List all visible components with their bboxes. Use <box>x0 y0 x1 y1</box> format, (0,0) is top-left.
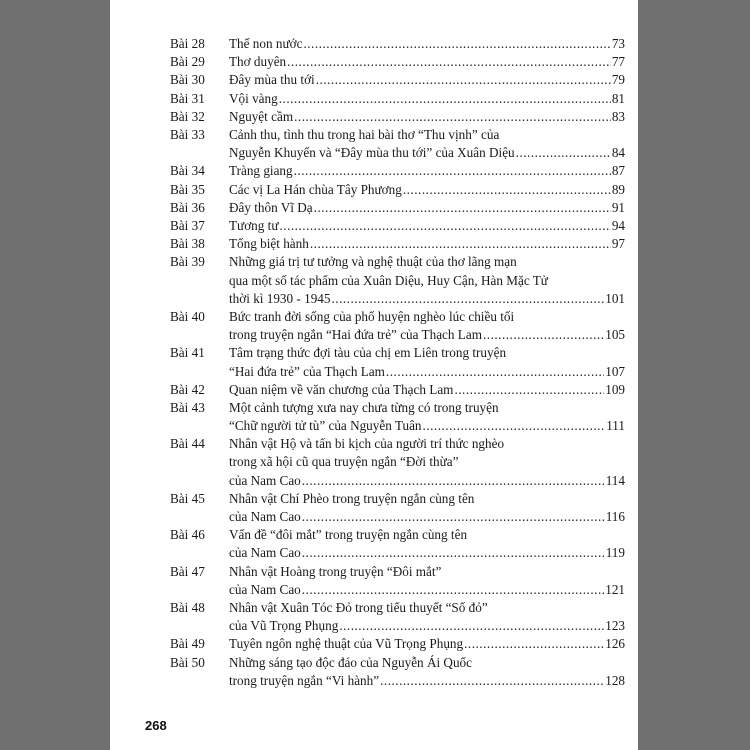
entry-title <box>229 635 625 653</box>
title-text: “Chữ người tử tù” của Nguyễn Tuân <box>229 418 422 434</box>
dot-leader <box>386 363 604 381</box>
dot-leader <box>423 417 606 435</box>
title-text: Tống biệt hành <box>229 236 309 252</box>
title-line <box>229 144 625 162</box>
dot-leader <box>483 326 604 344</box>
left-dark-band <box>0 0 110 750</box>
toc-entry <box>170 253 625 308</box>
title-line <box>229 90 625 108</box>
title-text: qua một số tác phẩm của Xuân Diệu, Huy Cận, Hàn Mặc Tử <box>229 272 548 288</box>
entry-title <box>229 253 625 308</box>
toc-entry <box>170 53 625 71</box>
title-text: thời kì 1930 - 1945 <box>229 290 331 306</box>
title-text: của Nam Cao <box>229 509 301 525</box>
title-text: Nguyễn Khuyến và “Đây mùa thu tới” của Xuân Diệu <box>229 145 515 161</box>
title-text: Nhân vật Chí Phèo trong truyện ngắn cùng tên <box>229 490 475 506</box>
dot-leader <box>279 217 610 235</box>
dot-leader <box>287 53 611 71</box>
toc-entry <box>170 654 625 690</box>
entry-title <box>229 435 625 490</box>
dot-leader <box>302 472 605 490</box>
title-text: Đây mùa thu tới <box>229 72 315 88</box>
toc-entry <box>170 344 625 380</box>
title-line <box>229 53 625 71</box>
lesson-number: Bài 43 <box>170 399 205 415</box>
title-text: Tuyên ngôn nghệ thuật của Vũ Trọng Phụng <box>229 636 464 652</box>
title-line <box>229 435 625 453</box>
title-text: của Nam Cao <box>229 472 301 488</box>
lesson-number: Bài 37 <box>170 218 205 233</box>
toc-entry <box>170 435 625 490</box>
dot-leader <box>294 108 611 126</box>
entry-page-number: 109 <box>605 381 625 397</box>
title-text: Đây thôn Vĩ Dạ <box>229 199 313 215</box>
title-line <box>229 581 625 599</box>
entry-page-number: 128 <box>605 672 625 688</box>
entry-page-number: 101 <box>605 290 625 306</box>
title-text: của Nam Cao <box>229 581 301 597</box>
lesson-number: Bài 40 <box>170 308 205 324</box>
title-line <box>229 272 625 290</box>
title-text: Thơ duyên <box>229 54 287 70</box>
title-text: Thế non nước <box>229 35 303 51</box>
title-line <box>229 417 625 435</box>
lesson-number: Bài 31 <box>170 90 205 106</box>
title-text: Bức tranh đời sống của phố huyện nghèo lúc chiều tối <box>229 308 515 324</box>
entry-page-number: 83 <box>611 108 625 124</box>
title-text: Các vị La Hán chùa Tây Phương <box>229 181 402 197</box>
title-line <box>229 654 625 672</box>
entry-page-number: 89 <box>611 181 625 197</box>
entry-page-number: 114 <box>605 472 625 488</box>
entry-title <box>229 162 625 180</box>
title-line <box>229 635 625 653</box>
lesson-number: Bài 46 <box>170 527 205 543</box>
toc-entry <box>170 71 625 89</box>
entry-title <box>229 181 625 199</box>
title-text: Tràng giang <box>229 163 293 179</box>
toc-entry <box>170 635 625 653</box>
dot-leader <box>516 144 611 162</box>
entry-page-number: 73 <box>611 35 625 51</box>
lesson-number: Bài 45 <box>170 490 205 506</box>
entry-title <box>229 126 625 162</box>
dot-leader <box>380 672 604 690</box>
lesson-number: Bài 28 <box>170 36 205 51</box>
entry-title <box>229 308 625 344</box>
entry-title <box>229 399 625 435</box>
dot-leader <box>403 181 611 199</box>
toc-entry <box>170 599 625 635</box>
lesson-number: Bài 41 <box>170 345 205 361</box>
title-line <box>229 599 625 617</box>
lesson-number: Bài 47 <box>170 563 205 579</box>
book-page <box>110 0 638 736</box>
entry-title <box>229 90 625 108</box>
toc-entry <box>170 526 625 562</box>
entry-page-number: 121 <box>605 581 625 597</box>
entry-page-number: 107 <box>605 363 625 379</box>
entry-page-number: 119 <box>605 545 625 561</box>
entry-page-number: 77 <box>611 54 625 70</box>
title-text: Nhân vật Xuân Tóc Đỏ trong tiểu thuyết “Số đỏ” <box>229 599 488 615</box>
entry-title <box>229 199 625 217</box>
entry-page-number: 91 <box>611 199 625 215</box>
toc-entry <box>170 199 625 217</box>
lesson-number: Bài 32 <box>170 108 205 124</box>
toc-entry <box>170 162 625 180</box>
toc-entry <box>170 308 625 344</box>
toc-entry <box>170 90 625 108</box>
toc-entry <box>170 35 625 53</box>
title-line <box>229 344 625 362</box>
dot-leader <box>316 71 611 89</box>
title-line <box>229 326 625 344</box>
title-text: trong xã hội cũ qua truyện ngắn “Đời thừa” <box>229 454 459 470</box>
title-line <box>229 381 625 399</box>
title-text: Những giá trị tư tưởng và nghệ thuật của thơ lãng mạn <box>229 254 517 270</box>
title-line <box>229 563 625 581</box>
title-line <box>229 199 625 217</box>
lesson-number: Bài 48 <box>170 599 205 615</box>
entry-page-number: 97 <box>611 236 625 252</box>
title-text: Tâm trạng thức đợi tàu của chị em Liên trong truyện <box>229 345 507 361</box>
title-text: Nguyệt cầm <box>229 108 294 124</box>
dot-leader <box>302 581 604 599</box>
dot-leader <box>310 235 611 253</box>
entry-page-number: 126 <box>605 636 625 652</box>
toc-entry <box>170 563 625 599</box>
title-line <box>229 672 625 690</box>
toc-entry <box>170 217 625 235</box>
title-line <box>229 35 625 53</box>
lesson-number: Bài 36 <box>170 199 205 215</box>
title-text: trong truyện ngắn “Vi hành” <box>229 672 380 688</box>
lesson-number: Bài 35 <box>170 181 205 197</box>
title-text: của Vũ Trọng Phụng <box>229 618 339 634</box>
lesson-number: Bài 42 <box>170 381 205 397</box>
entry-title <box>229 217 625 235</box>
dot-leader <box>302 544 605 562</box>
title-text: Vấn đề “đôi mắt” trong truyện ngắn cùng tên <box>229 527 468 543</box>
entry-title <box>229 235 625 253</box>
title-line <box>229 526 625 544</box>
title-line <box>229 472 625 490</box>
lesson-number: Bài 50 <box>170 654 205 670</box>
title-line <box>229 490 625 508</box>
title-line <box>229 399 625 417</box>
entry-title <box>229 35 625 53</box>
dot-leader <box>302 508 605 526</box>
entry-title <box>229 381 625 399</box>
title-line <box>229 71 625 89</box>
entry-page-number: 87 <box>611 163 625 179</box>
entry-page-number: 111 <box>606 418 625 434</box>
title-text: Tương tư <box>229 217 279 233</box>
title-text: Cảnh thu, tình thu trong hai bài thơ “Thu vịnh” của <box>229 127 500 142</box>
entry-title <box>229 599 625 635</box>
dot-leader <box>279 90 611 108</box>
lesson-number: Bài 44 <box>170 436 205 452</box>
title-line <box>229 162 625 180</box>
lesson-number: Bài 34 <box>170 163 205 179</box>
entry-page-number: 84 <box>611 145 625 161</box>
title-line <box>229 235 625 253</box>
dot-leader <box>303 35 610 53</box>
title-line <box>229 181 625 199</box>
toc-entry <box>170 399 625 435</box>
title-line <box>229 308 625 326</box>
right-dark-band <box>638 0 750 750</box>
dot-leader <box>464 635 604 653</box>
title-line <box>229 253 625 271</box>
title-text: trong truyện ngắn “Hai đứa trẻ” của Thạch Lam <box>229 327 482 343</box>
title-text: Những sáng tạo độc đáo của Nguyễn Ái Quốc <box>229 654 472 670</box>
title-text: “Hai đứa trẻ” của Thạch Lam <box>229 363 385 379</box>
lesson-number: Bài 29 <box>170 54 205 70</box>
toc-entry <box>170 108 625 126</box>
title-line <box>229 544 625 562</box>
title-line <box>229 363 625 381</box>
table-of-contents <box>170 35 625 690</box>
title-text: Vội vàng <box>229 90 278 106</box>
entry-title <box>229 53 625 71</box>
entry-title <box>229 526 625 562</box>
title-line <box>229 108 625 126</box>
entry-page-number: 94 <box>611 217 625 233</box>
lesson-number: Bài 39 <box>170 254 205 270</box>
title-line <box>229 217 625 235</box>
entry-page-number: 116 <box>605 509 625 525</box>
entry-page-number: 105 <box>605 327 625 343</box>
toc-entry <box>170 381 625 399</box>
entry-page-number: 123 <box>605 618 625 634</box>
title-line <box>229 126 625 144</box>
dot-leader <box>314 199 611 217</box>
entry-title <box>229 563 625 599</box>
toc-entry <box>170 181 625 199</box>
title-text: Nhân vật Hoàng trong truyện “Đôi mắt” <box>229 563 442 579</box>
toc-entry <box>170 490 625 526</box>
dot-leader <box>454 381 604 399</box>
title-text: Quan niệm về văn chương của Thạch Lam <box>229 381 454 397</box>
entry-title <box>229 490 625 526</box>
title-line <box>229 290 625 308</box>
page-number: 268 <box>145 718 167 733</box>
title-line <box>229 453 625 471</box>
title-text: của Nam Cao <box>229 545 301 561</box>
lesson-number: Bài 33 <box>170 127 205 143</box>
dot-leader <box>294 162 611 180</box>
dot-leader <box>339 617 604 635</box>
entry-title <box>229 654 625 690</box>
title-text: Một cảnh tượng xưa nay chưa từng có trong truyện <box>229 399 499 415</box>
entry-page-number: 79 <box>611 72 625 88</box>
entry-title <box>229 344 625 380</box>
toc-entry <box>170 126 625 162</box>
lesson-number: Bài 49 <box>170 636 205 652</box>
entry-title <box>229 71 625 89</box>
title-line <box>229 617 625 635</box>
dot-leader <box>331 290 604 308</box>
title-line <box>229 508 625 526</box>
entry-page-number: 81 <box>611 90 625 106</box>
entry-title <box>229 108 625 126</box>
toc-entry <box>170 235 625 253</box>
lesson-number: Bài 38 <box>170 236 205 252</box>
title-text: Nhân vật Hộ và tấn bi kịch của người trí thức nghèo <box>229 436 505 452</box>
lesson-number: Bài 30 <box>170 72 205 88</box>
